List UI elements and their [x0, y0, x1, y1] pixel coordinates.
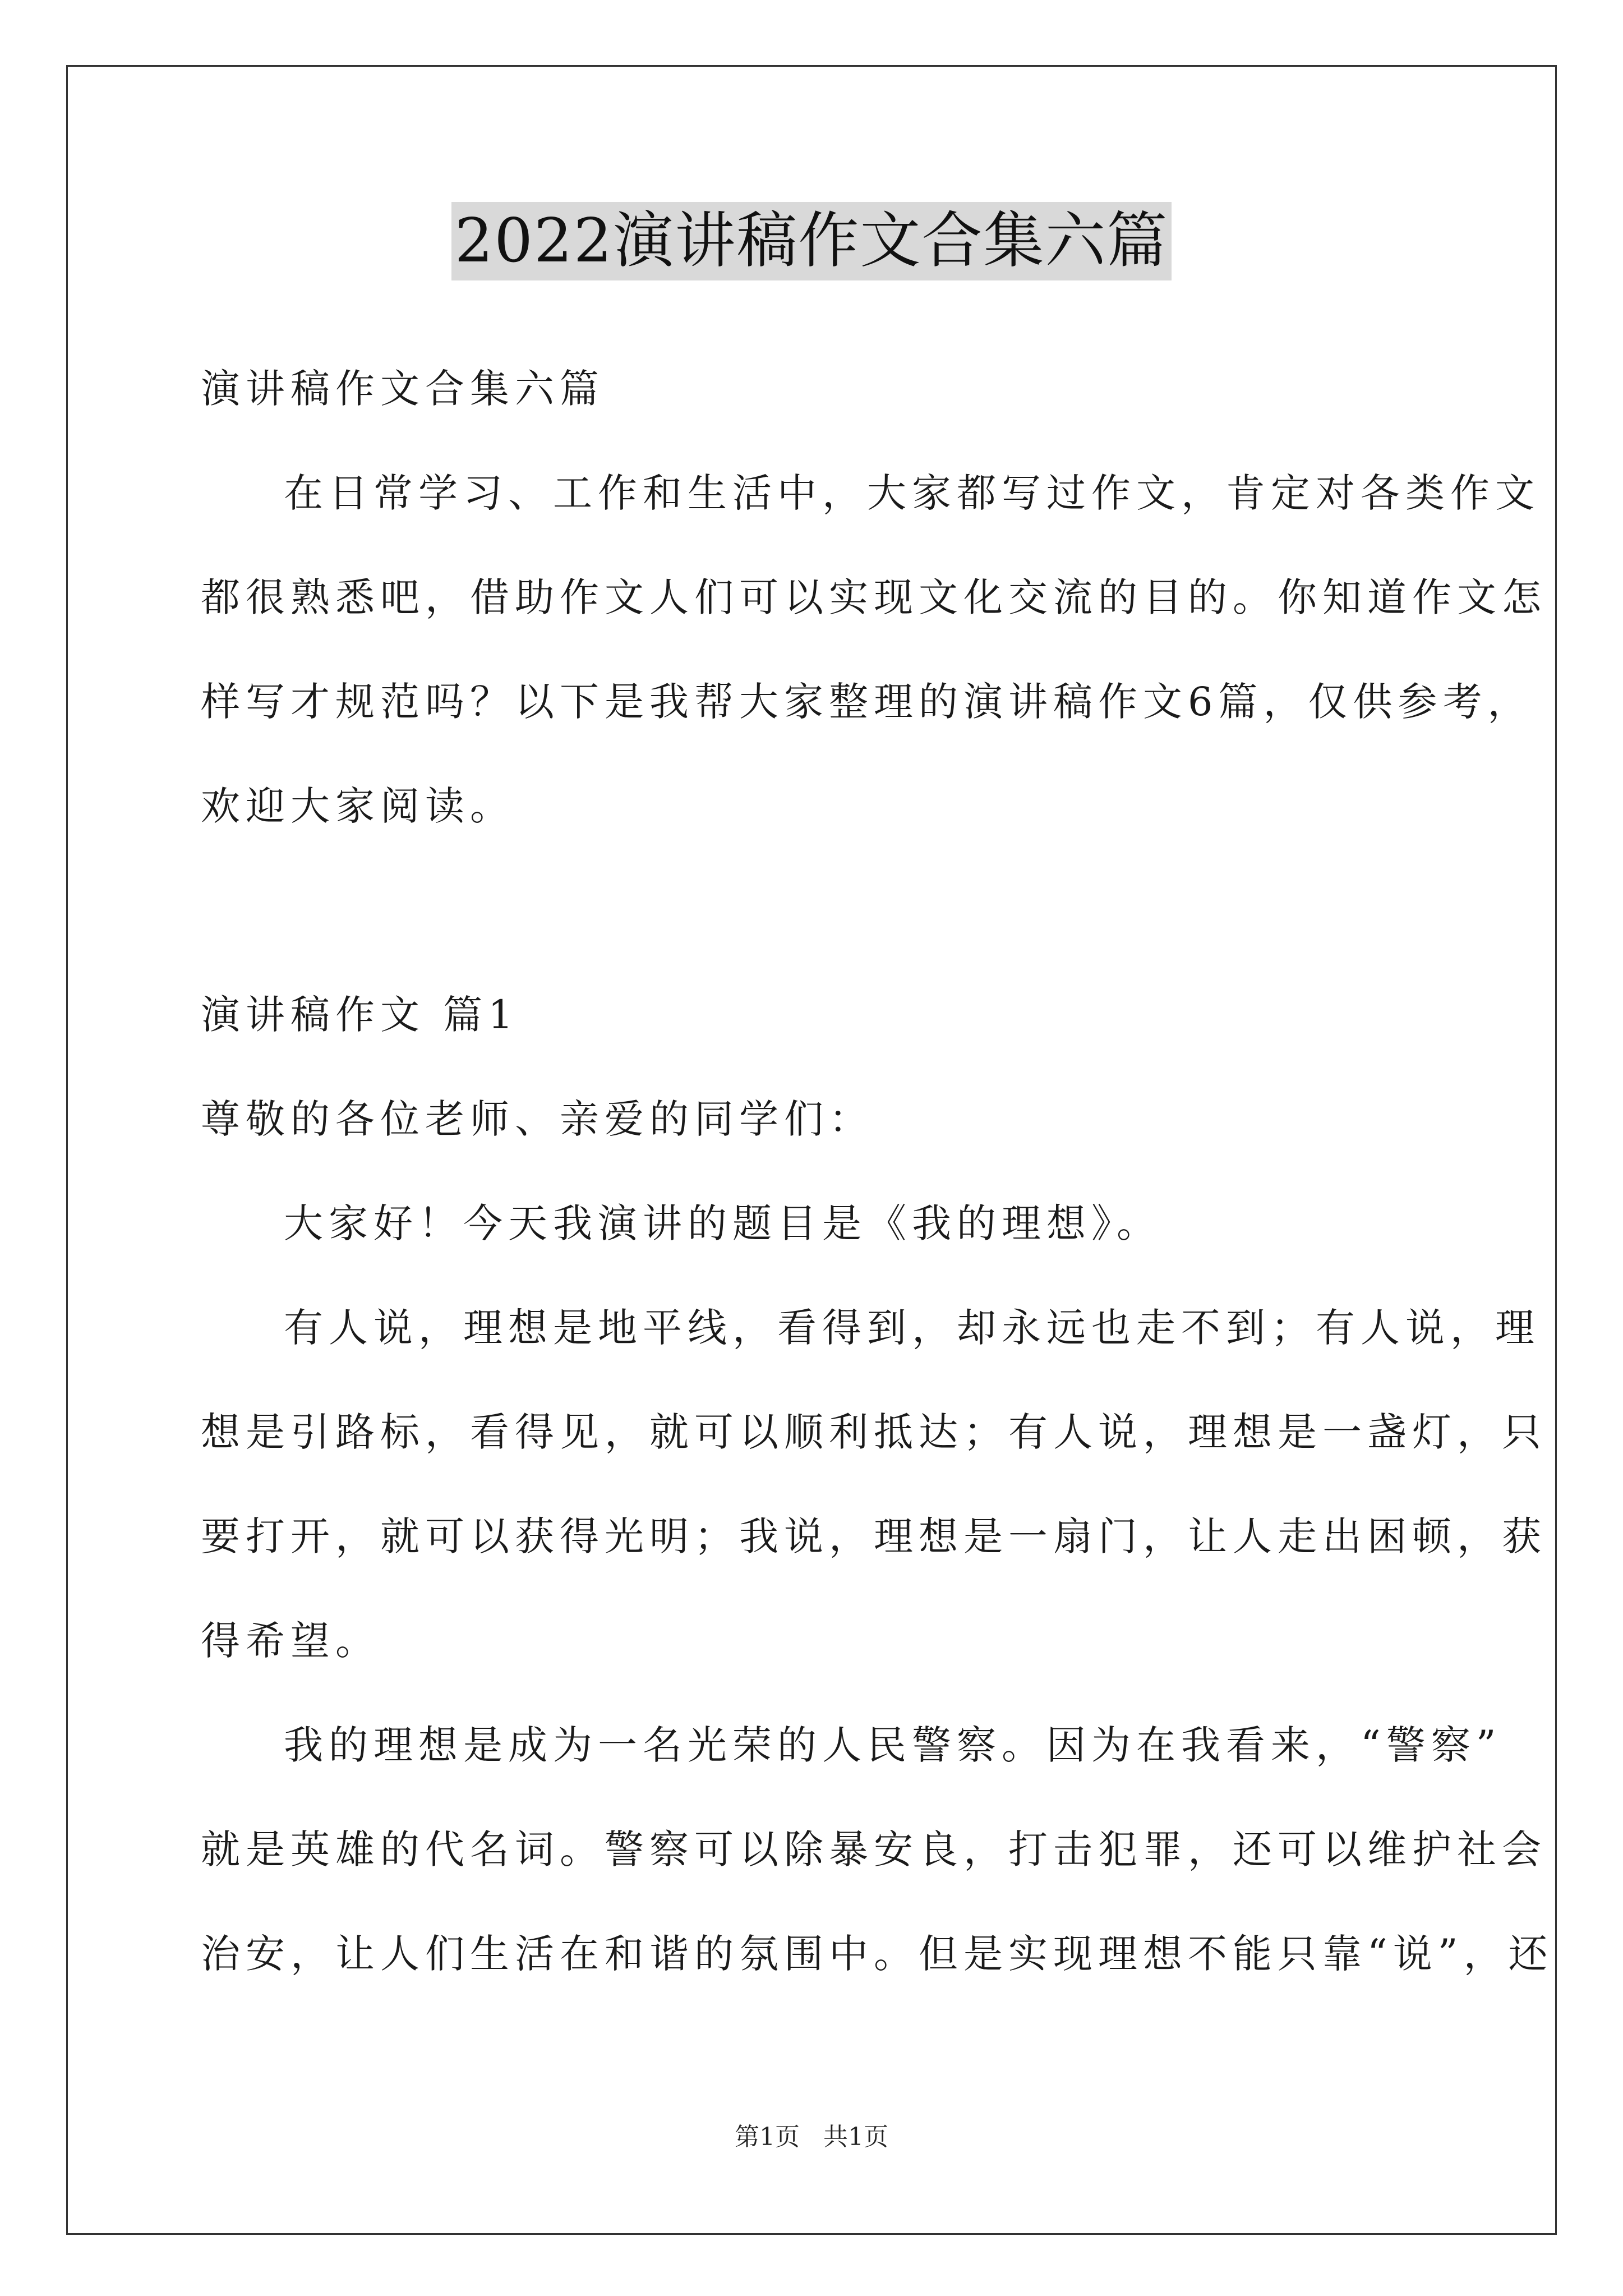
intro-line: 在日常学习、工作和生活中，大家都写过作文，肯定对各类作文 — [284, 470, 1540, 516]
page-number: 第1页 — [735, 2123, 800, 2151]
greeting: 大家好！今天我演讲的题目是《我的理想》。 — [284, 1200, 1161, 1246]
subtitle: 演讲稿作文合集六篇 — [201, 366, 605, 412]
intro-line: 样写才规范吗？以下是我帮大家整理的演讲稿作文6篇，仅供参考， — [201, 679, 1533, 725]
salutation: 尊敬的各位老师、亲爱的同学们： — [201, 1096, 874, 1142]
paragraph-line: 想是引路标，看得见，就可以顺利抵达；有人说，理想是一盏灯，只 — [201, 1409, 1547, 1455]
intro-line: 欢迎大家阅读。 — [201, 783, 515, 829]
page-total: 共1页 — [823, 2123, 888, 2151]
paragraph-line: 治安，让人们生活在和谐的氛围中。但是实现理想不能只靠“说”，还 — [201, 1931, 1553, 1977]
section-heading: 演讲稿作文 篇1 — [201, 992, 519, 1038]
title-container — [0, 202, 1623, 280]
page-footer — [0, 2120, 1623, 2154]
document-body — [201, 337, 1553, 2006]
paragraph-line: 要打开，就可以获得光明；我说，理想是一扇门，让人走出困顿，获 — [201, 1513, 1547, 1559]
intro-line: 都很熟悉吧，借助作文人们可以实现文化交流的目的。你知道作文怎 — [201, 574, 1547, 620]
paragraph-line: 得希望。 — [201, 1618, 380, 1664]
paragraph-line: 我的理想是成为一名光荣的人民警察。因为在我看来，“警察” — [284, 1722, 1502, 1768]
paragraph-line: 有人说，理想是地平线，看得到，却永远也走不到；有人说，理 — [284, 1305, 1540, 1351]
document-title: 2022演讲稿作文合集六篇 — [451, 202, 1172, 280]
paragraph-line: 就是英雄的代名词。警察可以除暴安良，打击犯罪，还可以维护社会 — [201, 1826, 1547, 1872]
paragraph-spacer — [201, 858, 1435, 963]
